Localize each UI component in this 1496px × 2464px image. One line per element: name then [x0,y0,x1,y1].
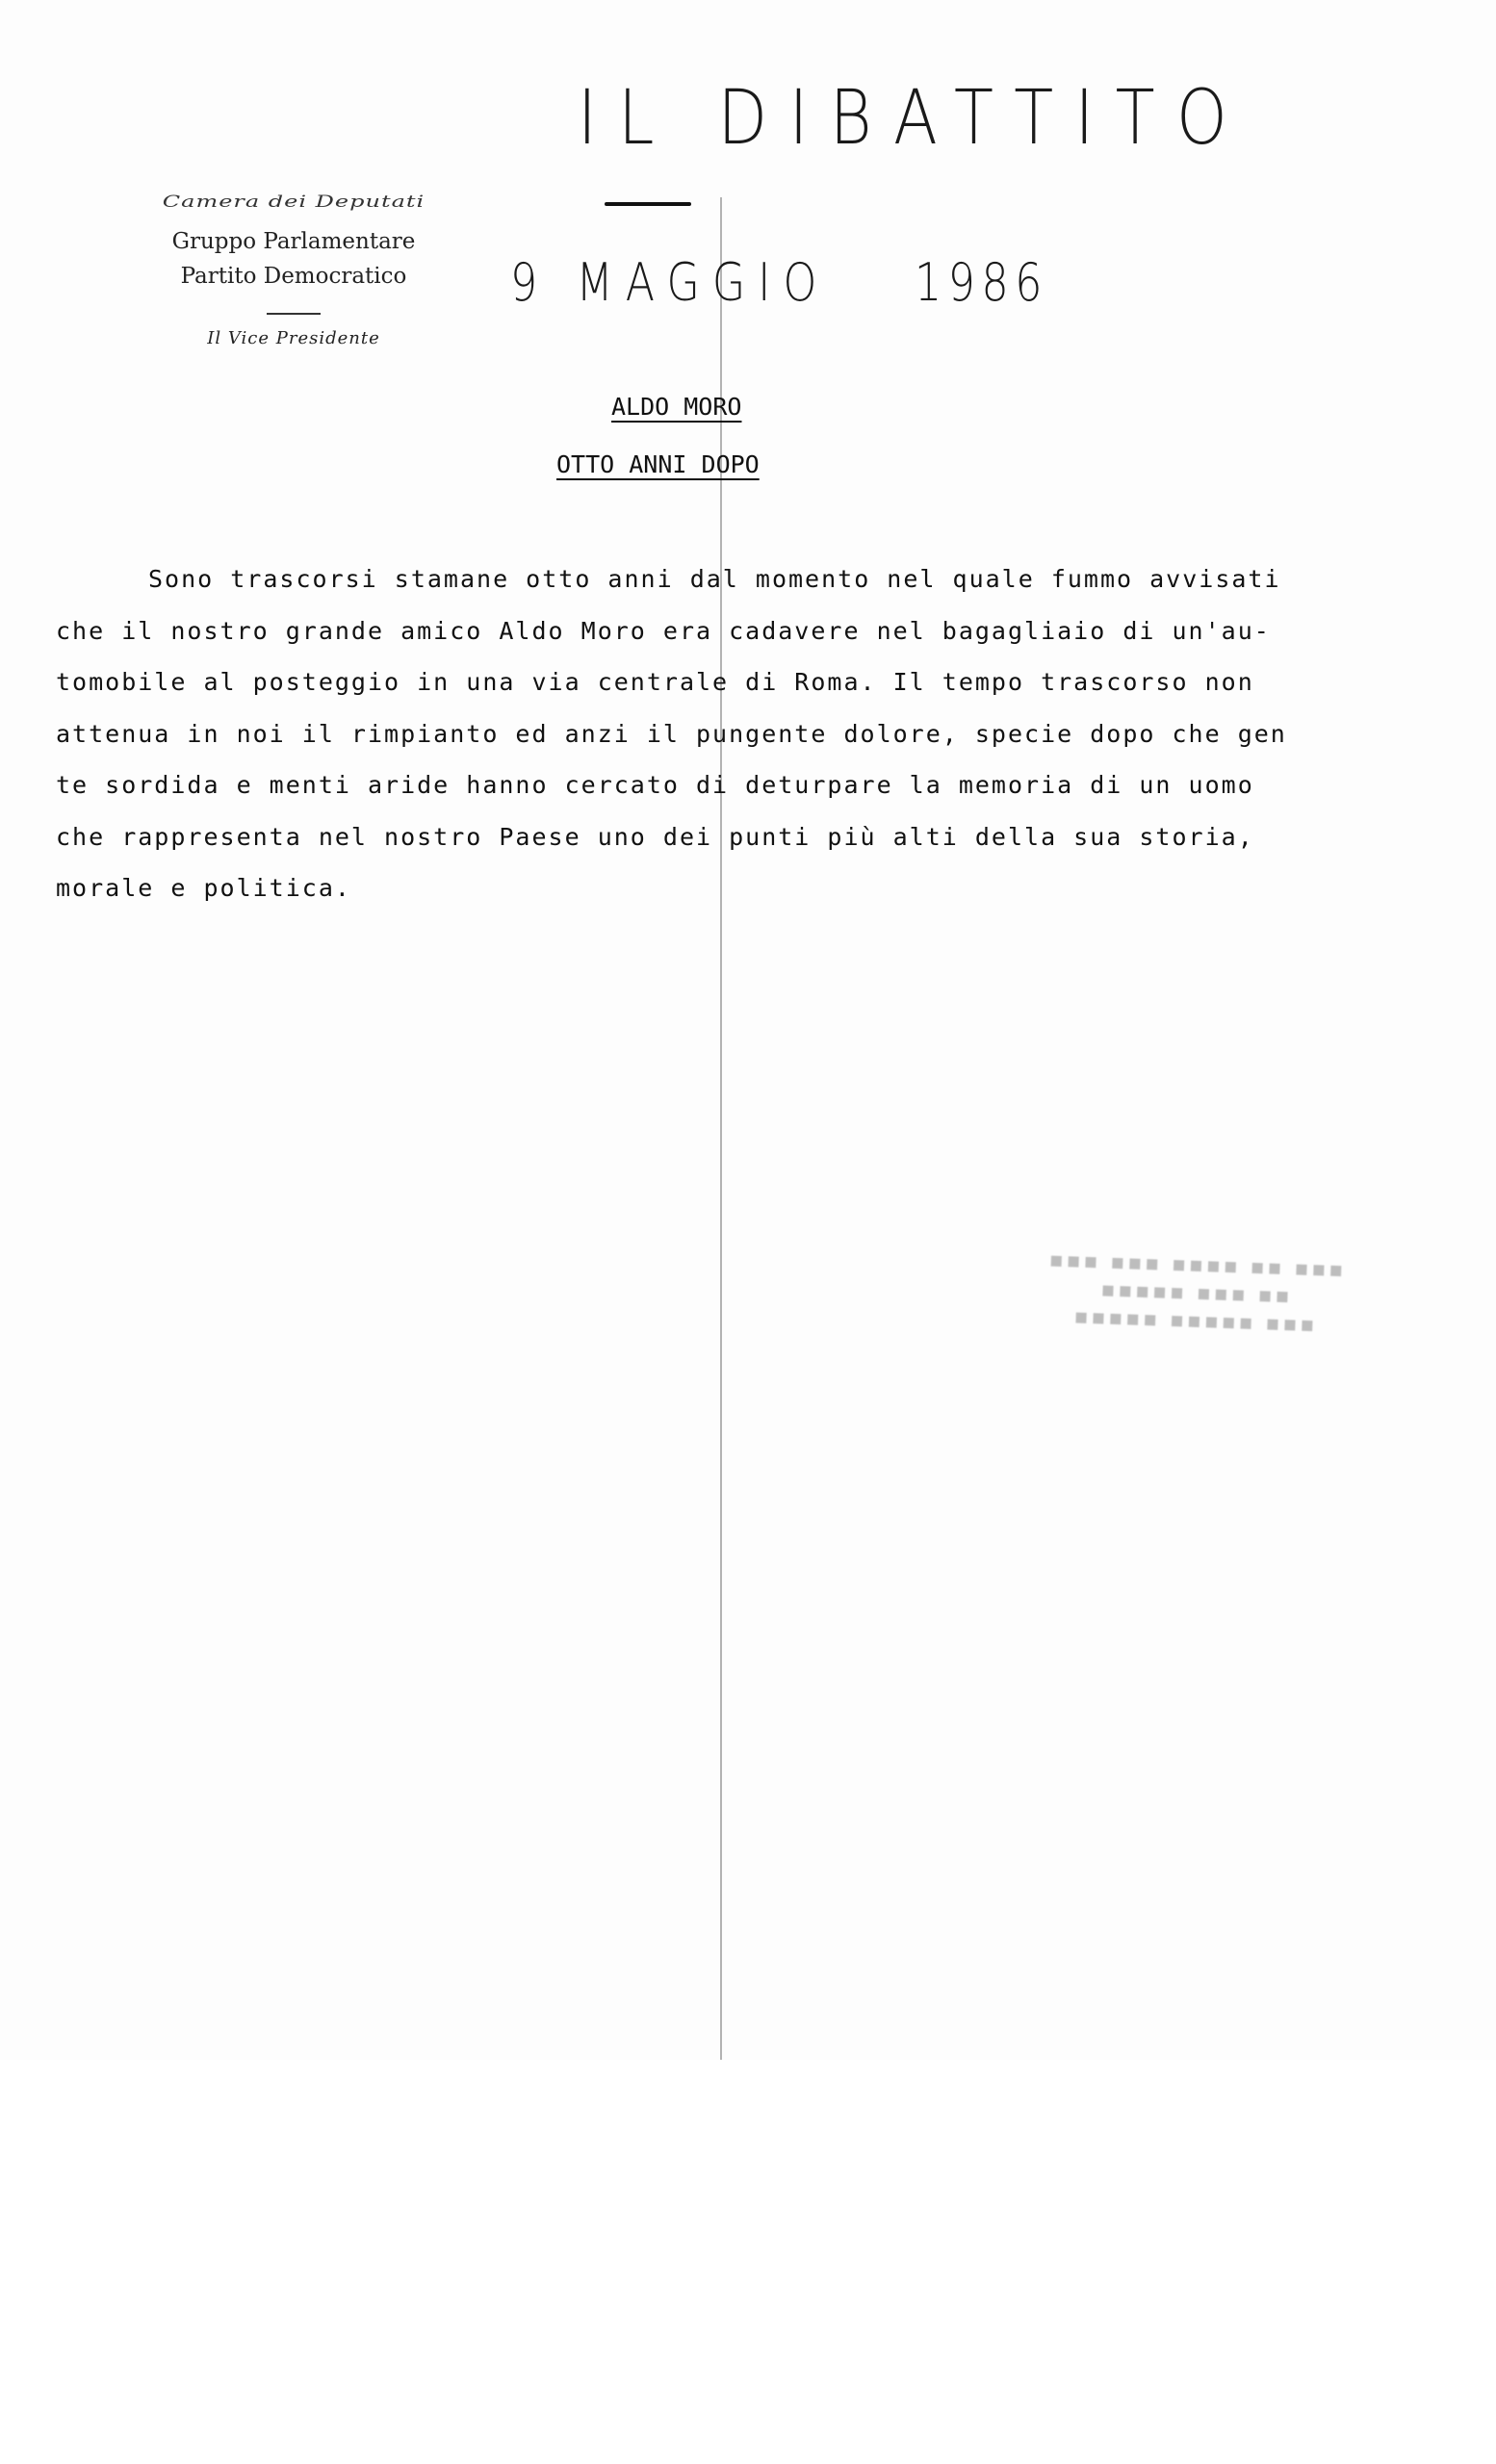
letterhead-party: Partito Democratico [180,264,407,289]
letterhead-group: Gruppo Parlamentare [171,229,416,254]
handwritten-title: IL DIBATTITO [578,75,1250,162]
headline-subtitle: OTTO ANNI DOPO [556,450,760,478]
headline-title: ALDO MORO [611,393,742,421]
faded-stamp: ▪▪▪ ▪▪▪ ▪▪▪▪ ▪▪ ▪▪▪ ▪▪▪▪▪ ▪▪▪ ▪▪ ▪▪▪▪▪ ▪▪▪▪▪ ▪▪▪ [1048,1247,1347,1338]
body-line: che il nostro grande amico Aldo Moro era cadavere nel bagagliaio di un'au- [56,616,1271,645]
body-line: Sono trascorsi stamane otto anni dal momento nel quale fummo avvisati [148,565,1281,593]
body-line: te sordida e menti aride hanno cercato di deturpare la memoria di un uomo [56,771,1254,799]
handwritten-year: 1986 [915,252,1048,313]
letterhead [135,188,452,348]
letterhead-institution: Camera dei Deputati [162,192,426,212]
letterhead-divider [267,313,321,315]
handwritten-rule [605,202,691,206]
body-line: attenua in noi il rimpianto ed anzi il pungente dolore, specie dopo che gen [56,719,1287,748]
letterhead-role: Il Vice Presidente [207,328,380,348]
body-line: tomobile al posteggio in una via centrale di Roma. Il tempo trascorso non [56,668,1254,696]
handwritten-date: 9 MAGGIO [510,252,830,313]
body-line: che rappresenta nel nostro Paese uno dei punti più alti della sua storia, [56,822,1254,851]
body-paragraph [56,553,1384,914]
body-line: morale e politica. [56,874,351,902]
